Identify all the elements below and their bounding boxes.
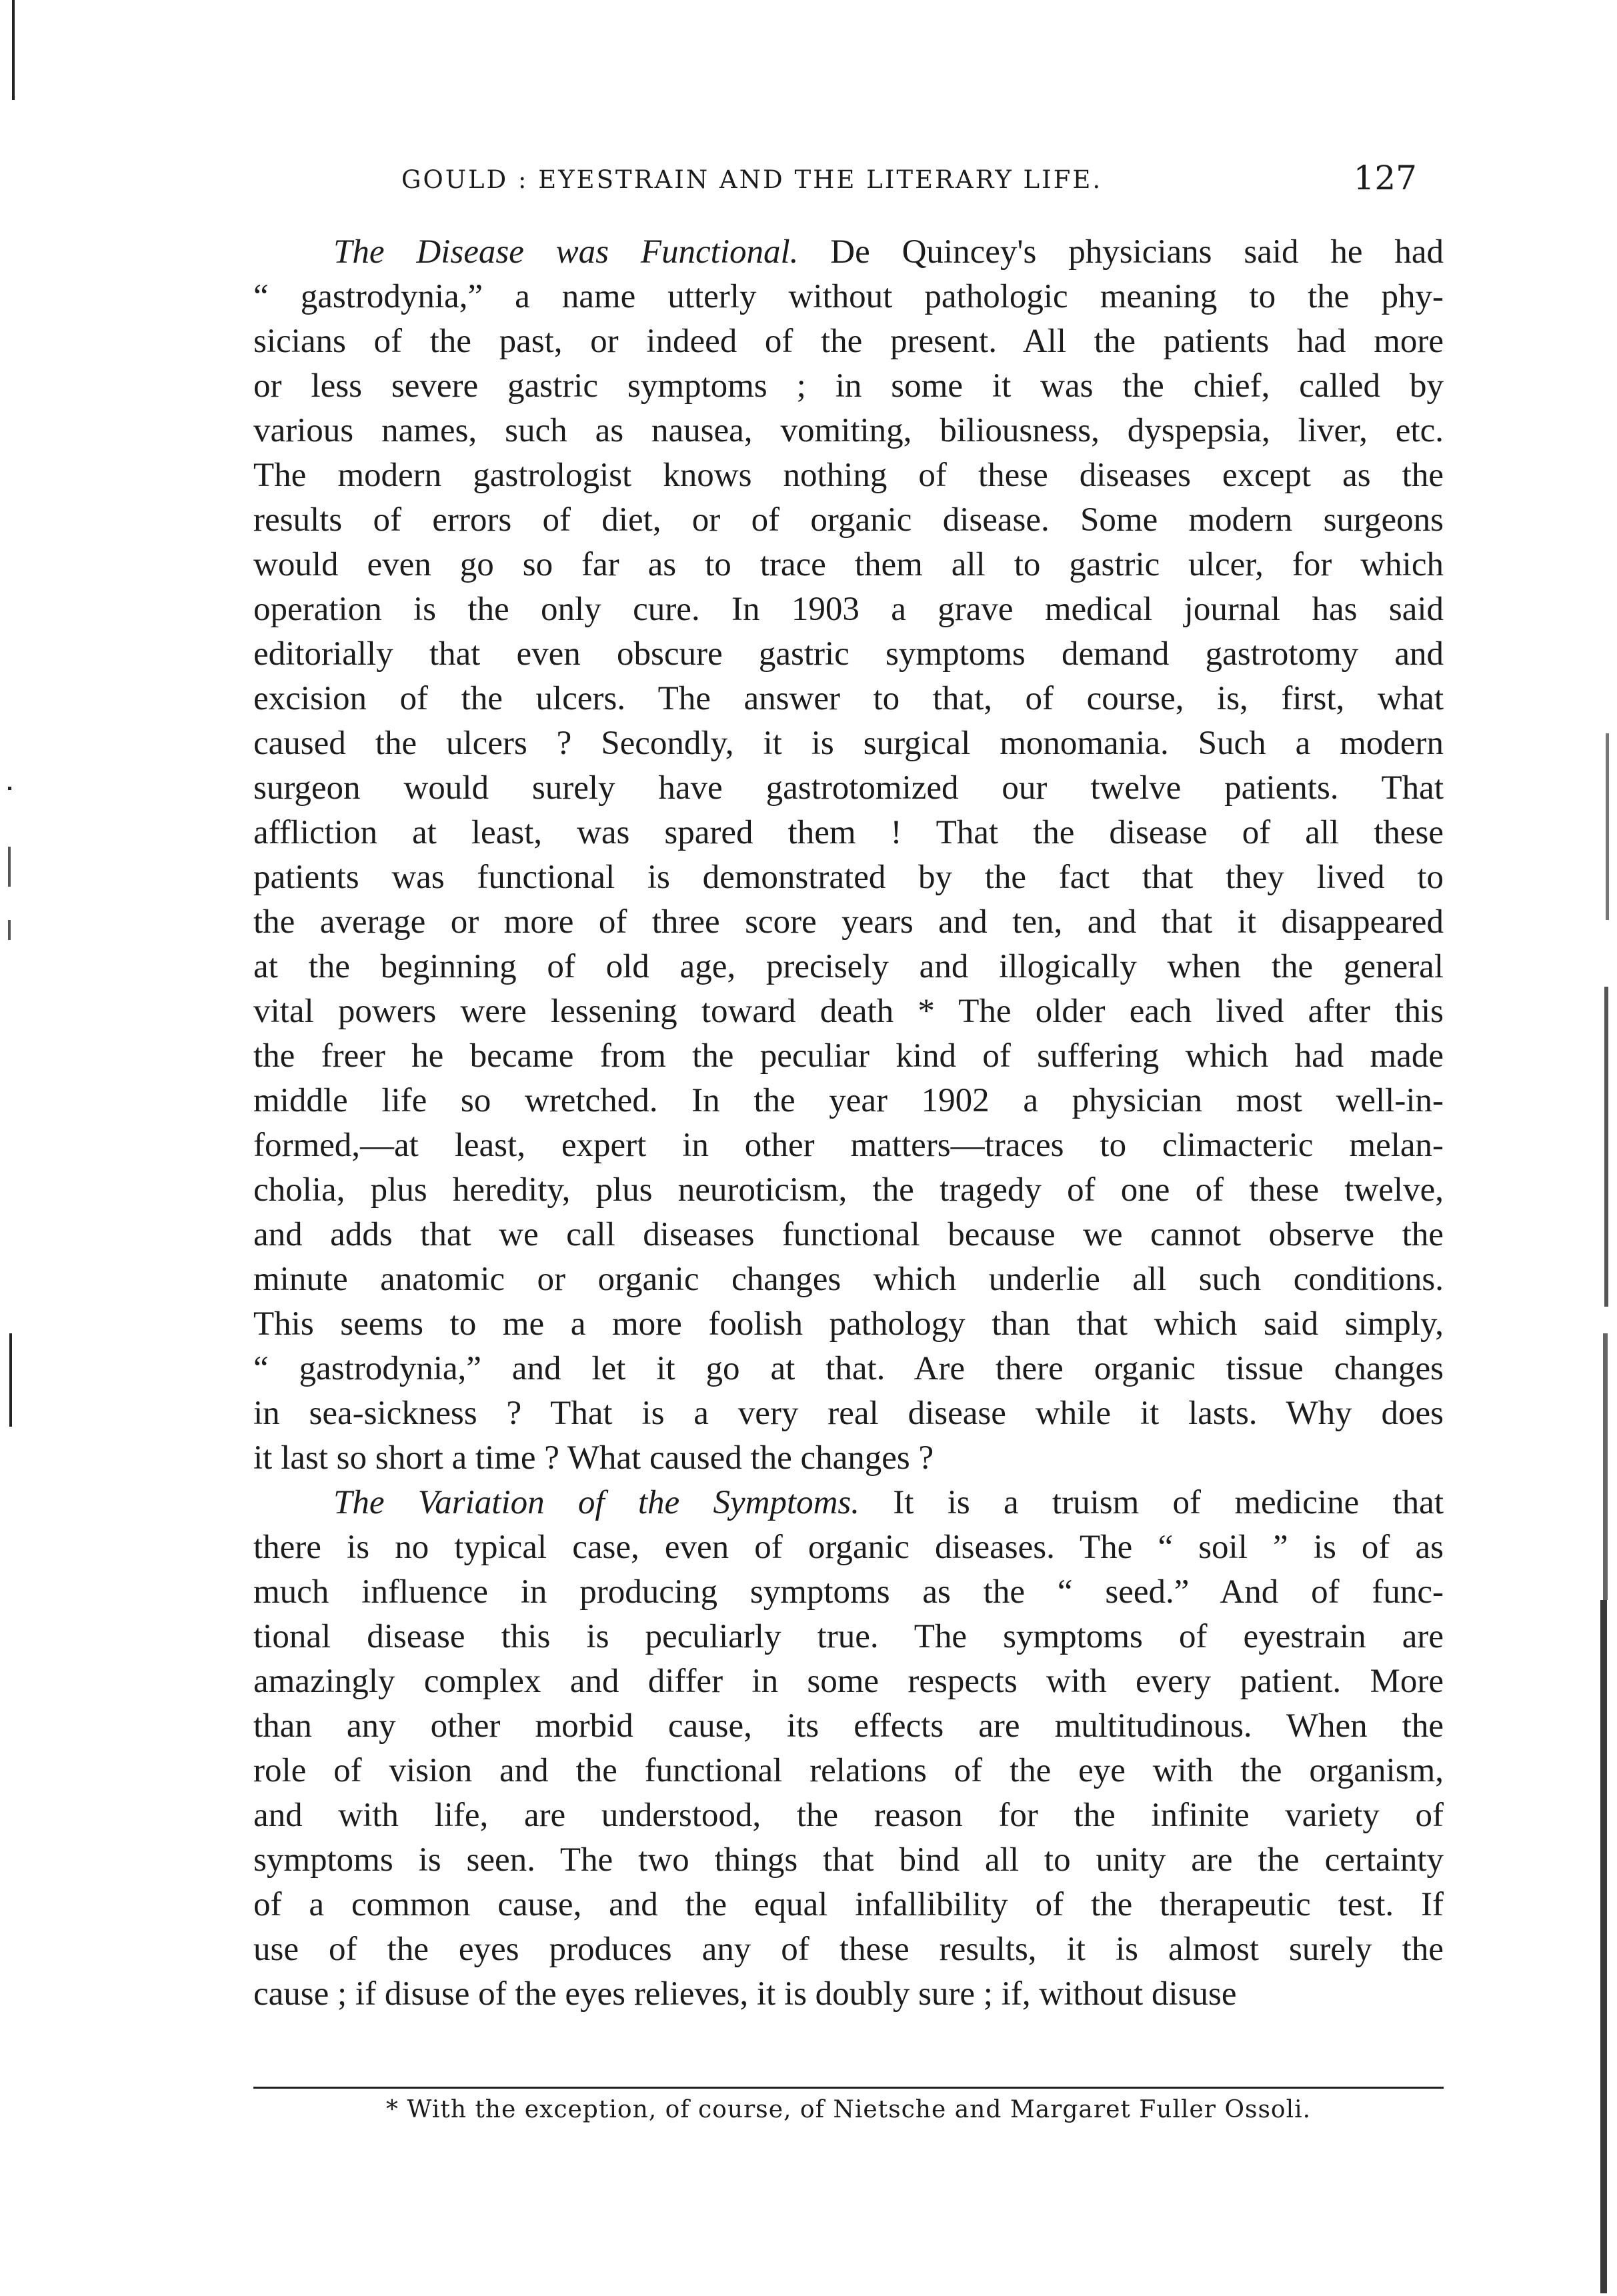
text-line: at the beginning of old age, precisely and illogically when the general — [253, 948, 1444, 985]
page-number: 127 — [1353, 159, 1417, 197]
text-line: or less severe gastric symptoms ; in some it was the chief, called by — [253, 367, 1444, 405]
text-line: various names, such as nausea, vomiting, biliousness, dyspepsia, liver, etc. — [253, 412, 1444, 449]
text-line: cause ; if disuse of the eyes relieves, it is doubly sure ; if, without disuse — [253, 1975, 1237, 2013]
body-text — [253, 230, 1444, 2017]
text-line: it last so short a time ? What caused the changes ? — [253, 1439, 934, 1477]
text-line: and with life, are understood, the reason for the infinite variety of — [253, 1797, 1444, 1834]
text-line: vital powers were lessening toward death * The older each lived after this — [253, 993, 1444, 1030]
text-line: amazingly complex and differ in some respects with every patient. More — [253, 1663, 1444, 1700]
text-line: sicians of the past, or indeed of the present. All the patients had more — [253, 323, 1444, 360]
text-line: affliction at least, was spared them ! That the disease of all these — [253, 814, 1444, 851]
scan-artifact-right-edge — [1606, 733, 1609, 920]
text-line: results of errors of diet, or of organic disease. Some modern surgeons — [253, 501, 1444, 539]
scan-artifact-left-dash — [8, 920, 11, 940]
text-line: excision of the ulcers. The answer to that, of course, is, first, what — [253, 680, 1444, 717]
scan-artifact-left-dash — [8, 847, 11, 887]
running-head: GOULD : EYESTRAIN AND THE LITERARY LIFE. — [401, 165, 1103, 194]
text-line: formed,—at least, expert in other matters—traces to climacteric melan- — [253, 1127, 1444, 1164]
text-line: role of vision and the functional relations of the eye with the organism, — [253, 1752, 1444, 1789]
text-line: tional disease this is peculiarly true. The symptoms of eyestrain are — [253, 1618, 1444, 1655]
text-line — [253, 1481, 1444, 1525]
text-line: patients was functional is demonstrated by the fact that they lived to — [253, 859, 1444, 896]
text-line: much influence in producing symptoms as the “ seed.” And of func- — [253, 1573, 1444, 1611]
scan-artifact-left-dash — [8, 787, 11, 790]
scan-artifact-right-edge — [1604, 987, 1608, 1307]
text-line: middle life so wretched. In the year 1902 a physician most well-in- — [253, 1082, 1444, 1119]
text-line: surgeon would surely have gastrotomized our twelve patients. That — [253, 769, 1444, 807]
scan-artifact-top-left — [12, 0, 15, 100]
text-line: minute anatomic or organic changes which underlie all such conditions. — [253, 1261, 1444, 1298]
line-text: De Quincey's physicians said he had — [798, 233, 1444, 271]
text-line: operation is the only cure. In 1903 a grave medical journal has said — [253, 591, 1444, 628]
text-line: “ gastrodynia,” and let it go at that. Are there organic tissue changes — [253, 1350, 1444, 1387]
text-line: in sea-sickness ? That is a very real disease while it lasts. Why does — [253, 1395, 1444, 1432]
line-text: It is a truism of medicine that — [860, 1484, 1444, 1521]
scan-artifact-right-edge — [1603, 1333, 1608, 1600]
text-line: of a common cause, and the equal infallibility of the therapeutic test. If — [253, 1886, 1444, 1923]
text-line: symptoms is seen. The two things that bind all to unity are the certainty — [253, 1841, 1444, 1879]
scan-artifact-right-edge — [1600, 1600, 1607, 2293]
text-line: “ gastrodynia,” a name utterly without pathologic meaning to the phy- — [253, 278, 1444, 315]
text-line: cholia, plus heredity, plus neuroticism, the tragedy of one of these twelve, — [253, 1171, 1444, 1209]
section-heading: The Disease was Functional. — [333, 233, 799, 271]
section-heading: The Variation of the Symptoms. — [333, 1484, 860, 1521]
scan-artifact-left-line — [9, 1333, 12, 1427]
page-header — [253, 159, 1417, 205]
text-line: the average or more of three score years and ten, and that it disappeared — [253, 903, 1444, 941]
text-line: there is no typical case, even of organic diseases. The “ soil ” is of as — [253, 1529, 1444, 1566]
text-line: than any other morbid cause, its effects are multitudinous. When the — [253, 1707, 1444, 1745]
text-line: The modern gastrologist knows nothing of these diseases except as the — [253, 457, 1444, 494]
footnote-rule — [253, 2087, 1444, 2089]
text-line: editorially that even obscure gastric symptoms demand gastrotomy and — [253, 635, 1444, 673]
text-line: and adds that we call diseases functional because we cannot observe the — [253, 1216, 1444, 1253]
footnote: * With the exception, of course, of Nietsche and Margaret Fuller Ossoli. — [385, 2096, 1312, 2123]
text-line: use of the eyes produces any of these results, it is almost surely the — [253, 1931, 1444, 1968]
text-line: the freer he became from the peculiar kind of suffering which had made — [253, 1037, 1444, 1075]
text-line — [253, 230, 1444, 275]
text-line: This seems to me a more foolish pathology than that which said simply, — [253, 1305, 1444, 1343]
text-line: would even go so far as to trace them all to gastric ulcer, for which — [253, 546, 1444, 583]
text-line: caused the ulcers ? Secondly, it is surgical monomania. Such a modern — [253, 725, 1444, 762]
